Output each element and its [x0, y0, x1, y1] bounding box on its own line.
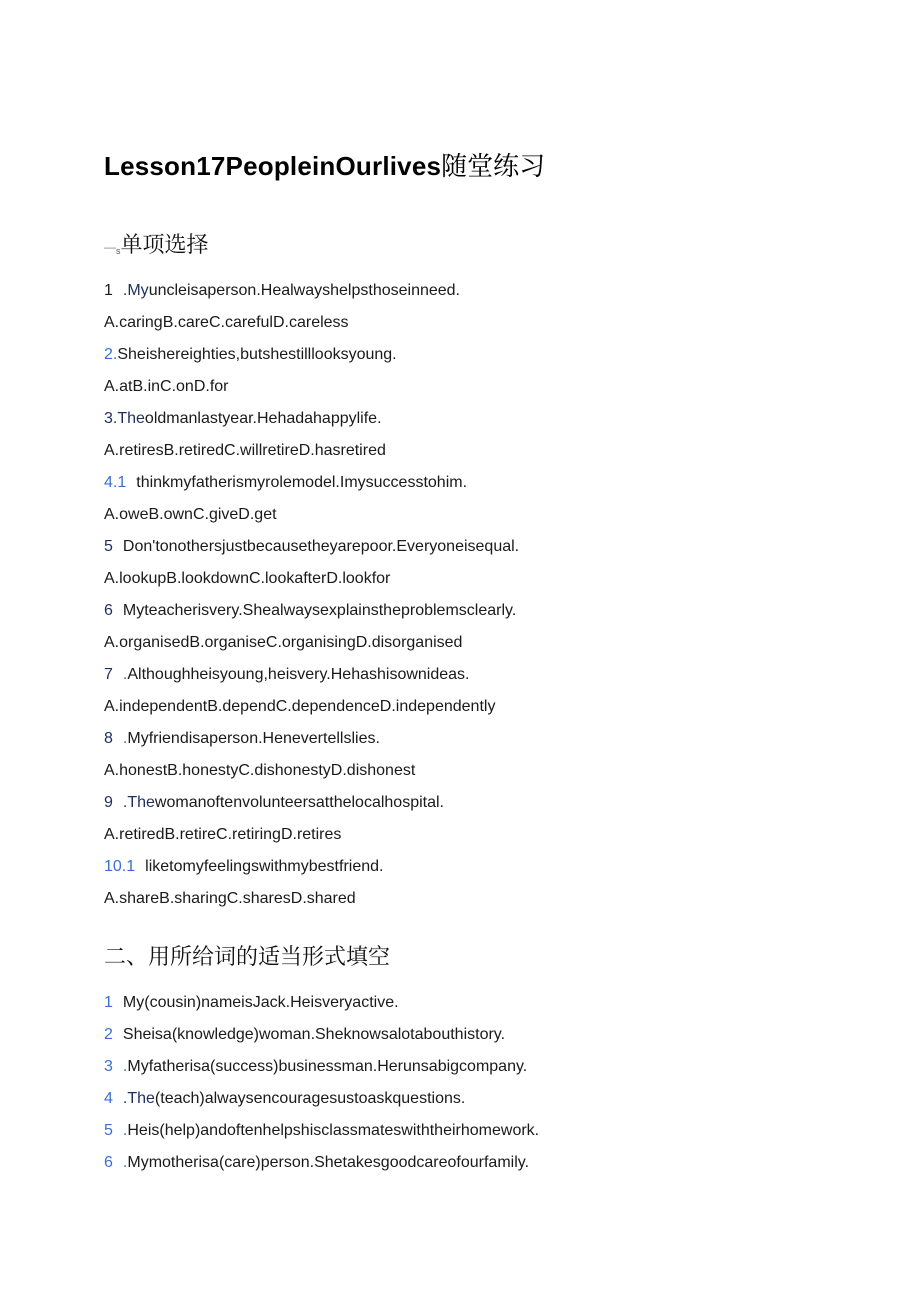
question-2-options: A.atB.inC.onD.for	[104, 378, 229, 395]
question-number: 8	[104, 730, 113, 747]
question-lead: .My	[122, 282, 149, 299]
question-number: 3.	[104, 410, 118, 427]
title-chinese: 随堂练习	[441, 151, 546, 181]
question-text: uncleisaperson.Healwayshelpsthoseinneed.	[148, 282, 460, 299]
question-number: 2	[104, 1026, 113, 1043]
question-5-options: A.lookupB.lookdownC.lookafterD.lookfor	[104, 570, 391, 587]
question-number: 2.	[104, 346, 118, 363]
question-text: thinkmyfatherismyrolemodel.Imysuccesstohim.	[136, 474, 468, 491]
question-8	[104, 728, 380, 750]
heading-dash-mark: —	[104, 240, 116, 255]
question-lead: .The	[122, 794, 155, 811]
question-1-options: A.caringB.careC.carefulD.careless	[104, 314, 349, 331]
question-9	[104, 792, 444, 814]
question-10	[104, 856, 383, 878]
question-text: Althoughheisyoung,heisvery.Hehashisownideas.	[127, 666, 470, 683]
question-number: 4.1	[104, 474, 127, 491]
question-number: 1	[104, 994, 113, 1011]
question-4-options: A.oweB.ownC.giveD.get	[104, 506, 277, 523]
question-4	[104, 472, 467, 494]
question-text: Sheisa(knowledge)woman.Sheknowsalotabouthistory.	[122, 1026, 506, 1043]
question-text: Myfriendisaperson.Henevertellslies.	[127, 730, 380, 747]
question-number: 1	[104, 282, 113, 299]
question-8-options: A.honestB.honestyC.dishonestyD.dishonest	[104, 762, 416, 779]
question-7	[104, 664, 470, 686]
question-5	[104, 536, 519, 558]
question-text: Myfatherisa(success)businessman.Herunsabigcompany.	[127, 1058, 528, 1075]
question-number: 3	[104, 1058, 113, 1075]
fill-question-3	[104, 1056, 527, 1078]
title-english: Lesson17PeopleinOurlives	[104, 151, 442, 181]
section-heading-multiple-choice	[104, 230, 209, 266]
fill-question-2	[104, 1024, 505, 1046]
question-9-options: A.retiredB.retireC.retiringD.retires	[104, 826, 342, 843]
question-number: 9	[104, 794, 113, 811]
question-text: oldmanlastyear.Hehadahappylife.	[144, 410, 382, 427]
fill-question-1	[104, 992, 399, 1014]
section-heading-text: 单项选择	[120, 232, 209, 257]
question-lead: .	[122, 1122, 128, 1139]
question-text: Don'tonothersjustbecausetheyarepoor.Everyoneisequal.	[122, 538, 520, 555]
question-lead: .	[122, 1058, 128, 1075]
question-number: 10.1	[104, 858, 136, 875]
question-text: womanoftenvolunteersatthelocalhospital.	[154, 794, 444, 811]
question-text: My(cousin)nameisJack.Heisveryactive.	[122, 994, 399, 1011]
question-7-options: A.independentB.dependC.dependenceD.independently	[104, 698, 496, 715]
question-number: 5	[104, 1122, 113, 1139]
question-number: 6	[104, 602, 113, 619]
question-number: 4	[104, 1090, 113, 1107]
page-title	[104, 148, 545, 184]
section-heading-word-forms: 二、用所给词的适当形式填空	[104, 944, 391, 969]
question-6-options: A.organisedB.organiseC.organisingD.disorganised	[104, 634, 463, 651]
fill-question-4	[104, 1088, 465, 1110]
fill-question-6	[104, 1152, 529, 1174]
question-1	[104, 280, 460, 302]
question-lead: .	[122, 730, 128, 747]
question-text: liketomyfeelingswithmybestfriend.	[145, 858, 384, 875]
question-lead: .	[122, 1154, 128, 1171]
question-text: Mymotherisa(care)person.Shetakesgoodcareofourfamily.	[127, 1154, 530, 1171]
fill-question-5	[104, 1120, 539, 1142]
question-number: 5	[104, 538, 113, 555]
question-lead: .	[122, 666, 128, 683]
question-2	[104, 344, 397, 366]
heading-s-mark: s	[116, 246, 121, 256]
question-text: Sheishereighties,butshestilllooksyoung.	[117, 346, 397, 363]
question-lead: .The	[122, 1090, 155, 1107]
question-number: 7	[104, 666, 113, 683]
question-3-options: A.retiresB.retiredC.willretireD.hasretired	[104, 442, 386, 459]
question-lead: The	[117, 410, 145, 427]
question-10-options: A.shareB.sharingC.sharesD.shared	[104, 890, 356, 907]
question-text: Heis(help)andoftenhelpshisclassmateswiththeirhomework.	[127, 1122, 540, 1139]
question-3	[104, 408, 382, 430]
question-6	[104, 600, 516, 622]
question-number: 6	[104, 1154, 113, 1171]
question-text: Myteacherisvery.Shealwaysexplainstheproblemsclearly.	[122, 602, 517, 619]
question-text: (teach)alwaysencouragesustoaskquestions.	[154, 1090, 466, 1107]
